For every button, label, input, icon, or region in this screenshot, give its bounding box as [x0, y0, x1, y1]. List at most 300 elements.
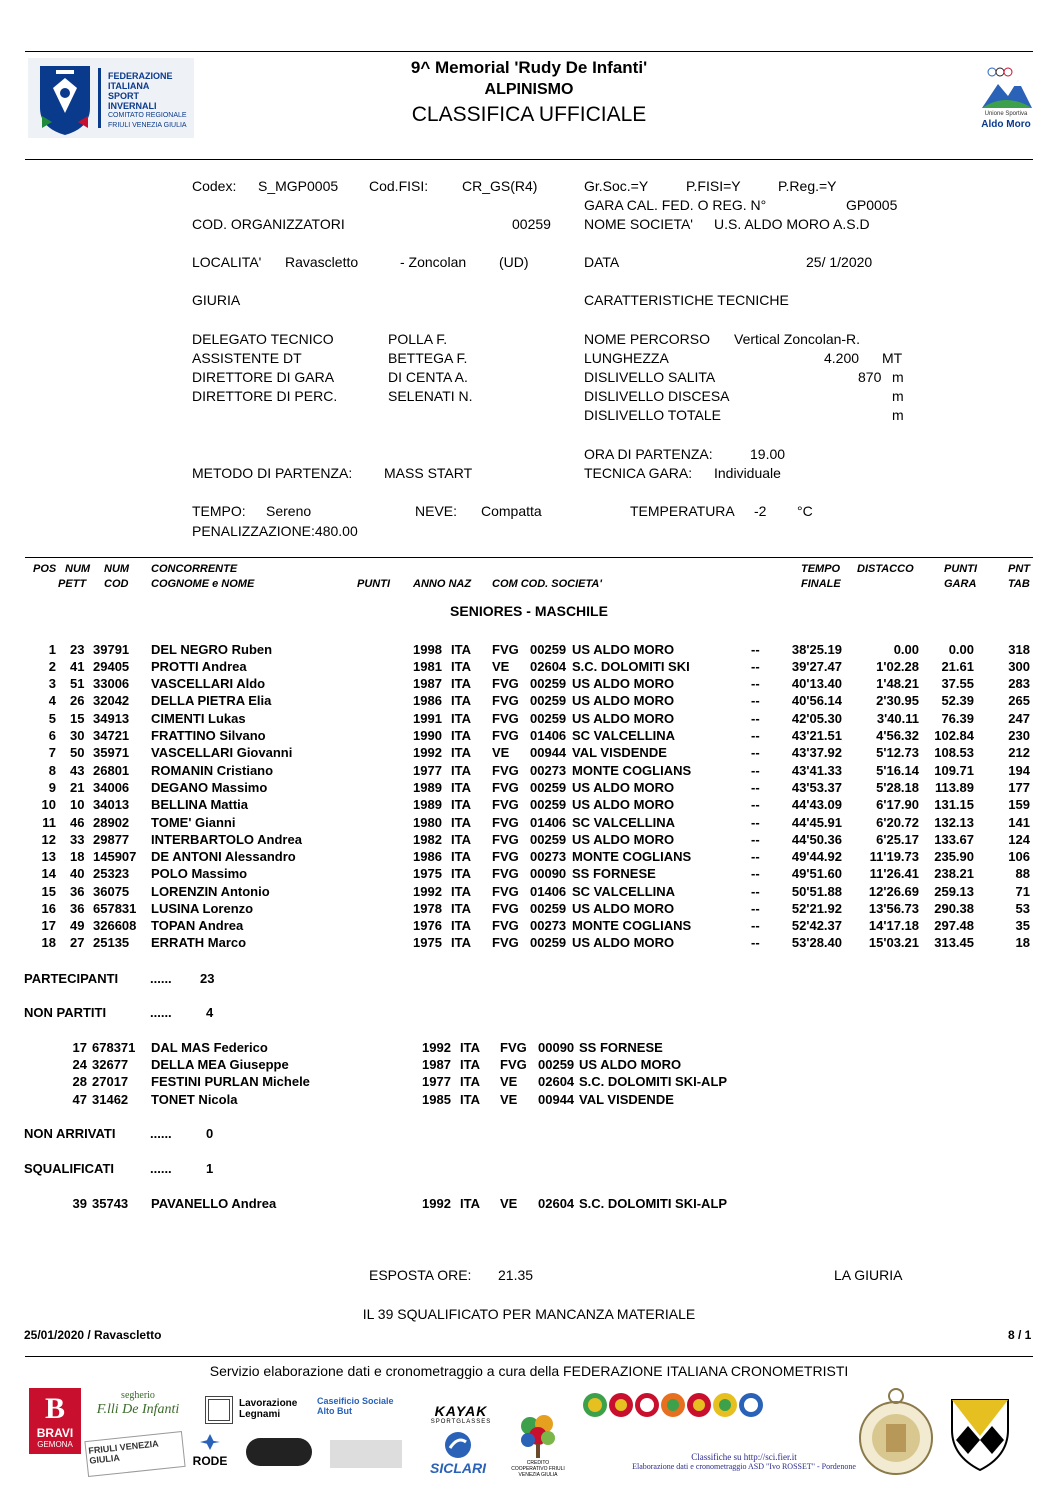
list-name: FESTINI PURLAN Michele	[151, 1074, 310, 1089]
list-item	[0, 1057, 1058, 1074]
result-soc: SS FORNESE	[572, 866, 656, 881]
result-gap: 5'16.14	[876, 763, 919, 778]
result-cod: 36075	[93, 884, 130, 899]
result-anno: 1981	[413, 659, 442, 674]
result-anno: 1975	[413, 866, 442, 881]
result-com: FVG	[492, 866, 519, 881]
result-pts: 113.89	[934, 780, 974, 795]
result-gap: 6'17.90	[876, 797, 919, 812]
top-rule	[25, 51, 1033, 52]
result-pts: 297.48	[934, 918, 974, 933]
result-soc: US ALDO MORO	[572, 676, 675, 691]
result-tab: 18	[1015, 935, 1030, 950]
classifiche-link[interactable]: Classifiche su http://sci.fier.it	[691, 1452, 797, 1462]
result-naz: ITA	[451, 676, 471, 691]
result-row	[0, 728, 1058, 745]
list-naz: ITA	[460, 1057, 480, 1072]
result-codsoc: 00273	[530, 763, 567, 778]
gemona-text: GEMONA	[37, 1440, 73, 1449]
result-cod: 326608	[93, 918, 137, 933]
result-anno: 1989	[413, 780, 442, 795]
result-gap: 3'40.11	[876, 711, 919, 726]
result-row	[0, 763, 1058, 780]
col-pett: PETT	[58, 578, 87, 590]
result-pos: 8	[48, 763, 56, 778]
result-pts: 0.00	[948, 642, 974, 657]
result-time: 44'50.36	[791, 832, 842, 847]
result-name: PROTTI Andrea	[151, 659, 247, 674]
localita-value-2: - Zoncolan	[400, 254, 467, 270]
result-dash: --	[751, 763, 760, 778]
list-soc: VAL VISDENDE	[579, 1092, 674, 1107]
elab-credit: Elaborazione dati e cronometraggio ASD "Ivo ROSSET" - Pordenone	[632, 1462, 856, 1471]
temperatura-value: -2	[754, 503, 767, 519]
result-pos: 14	[41, 866, 56, 881]
result-cod: 39791	[93, 642, 130, 657]
result-time: 43'53.37	[791, 780, 842, 795]
result-naz: ITA	[451, 728, 471, 743]
result-com: VE	[492, 745, 510, 760]
service-credit: Servizio elaborazione dati e cronometraggio a cura della FEDERAZIONE ITALIANA CRONOMETRISTI	[209, 1363, 849, 1379]
result-codsoc: 00259	[530, 935, 567, 950]
col-num-2: NUM	[104, 563, 130, 575]
result-pett: 50	[70, 745, 85, 760]
result-com: FVG	[492, 728, 519, 743]
result-codsoc: 00944	[530, 745, 567, 760]
squalificati-label: SQUALIFICATI	[24, 1161, 115, 1176]
result-pett: 21	[70, 780, 85, 795]
assistente-label: ASSISTENTE DT	[192, 350, 302, 366]
col-gara: GARA	[944, 578, 977, 590]
result-time: 40'56.14	[791, 693, 842, 708]
discipline-title: ALPINISMO	[484, 81, 574, 98]
result-dash: --	[751, 866, 760, 881]
non-arrivati-value: 0	[206, 1126, 214, 1141]
result-com: FVG	[492, 832, 519, 847]
result-row	[0, 693, 1058, 710]
result-tab: 88	[1015, 866, 1030, 881]
ora-label: ORA DI PARTENZA:	[584, 446, 713, 462]
municipality-crests	[582, 1391, 772, 1419]
result-anno: 1992	[413, 745, 442, 760]
result-pos: 10	[41, 797, 56, 812]
result-pos: 2	[48, 659, 56, 674]
col-pos: POS	[33, 563, 57, 575]
rode-text: RODE	[192, 1454, 228, 1468]
result-codsoc: 00273	[530, 918, 567, 933]
col-tab: TAB	[1008, 578, 1030, 590]
list-com: VE	[500, 1074, 518, 1089]
percorso-value: Vertical Zoncolan-R.	[734, 331, 861, 347]
result-soc: MONTE COGLIANS	[572, 918, 692, 933]
result-codsoc: 00273	[530, 849, 567, 864]
list-codsoc: 02604	[538, 1074, 575, 1089]
result-row	[0, 676, 1058, 693]
esposta-label: ESPOSTA ORE:	[369, 1267, 472, 1283]
result-pos: 11	[42, 815, 56, 830]
result-tab: 35	[1015, 918, 1030, 933]
fisi-logo-line: FRIULI VENEZIA GIULIA	[108, 122, 187, 129]
result-dash: --	[751, 815, 760, 830]
result-naz: ITA	[451, 815, 471, 830]
result-row	[0, 849, 1058, 866]
result-codsoc: 00259	[530, 780, 567, 795]
lunghezza-unit: MT	[882, 350, 903, 366]
result-soc: US ALDO MORO	[572, 642, 675, 657]
result-dash: --	[751, 745, 760, 760]
col-tempo: TEMPO	[801, 563, 841, 575]
result-pos: 18	[41, 935, 56, 950]
result-dash: --	[751, 884, 760, 899]
localita-value: Ravascletto	[285, 254, 359, 270]
result-dash: --	[751, 711, 760, 726]
siclari-text: SICLARI	[430, 1460, 486, 1476]
result-naz: ITA	[451, 780, 471, 795]
result-tab: 106	[1008, 849, 1030, 864]
list-name: DELLA MEA Giuseppe	[151, 1057, 289, 1072]
non-partiti-dots: ......	[150, 1005, 172, 1020]
col-punti-gara: PUNTI	[944, 563, 977, 575]
ora-value: 19.00	[750, 446, 786, 462]
result-dash: --	[751, 935, 760, 950]
result-tab: 141	[1008, 815, 1030, 830]
non-partiti-label: NON PARTITI	[24, 1005, 107, 1020]
result-row	[0, 642, 1058, 659]
col-distacco: DISTACCO	[857, 563, 914, 575]
fisi-logo-line: SPORT	[108, 91, 140, 101]
result-pett: 27	[70, 935, 85, 950]
disqualification-note: IL 39 SQUALIFICATO PER MANCANZA MATERIALE	[362, 1306, 696, 1322]
result-row	[0, 901, 1058, 918]
result-cod: 25135	[93, 935, 130, 950]
list-com: FVG	[500, 1040, 527, 1055]
result-pos: 6	[48, 728, 56, 743]
kayak-text: KAYAK	[434, 1403, 488, 1419]
col-cognome: COGNOME e NOME	[151, 578, 255, 590]
result-naz: ITA	[451, 693, 471, 708]
result-pts: 238.21	[934, 866, 974, 881]
data-label: DATA	[584, 254, 620, 270]
result-com: FVG	[492, 901, 519, 916]
result-gap: 5'12.73	[876, 745, 919, 760]
result-name: LORENZIN Antonio	[151, 884, 270, 899]
list-cod: 31462	[92, 1092, 129, 1107]
preg: P.Reg.=Y	[778, 178, 837, 194]
result-name: DELLA PIETRA Elia	[151, 693, 272, 708]
result-row	[0, 918, 1058, 935]
result-row	[0, 935, 1058, 952]
result-name: INTERBARTOLO Andrea	[151, 832, 302, 847]
list-soc: SS FORNESE	[579, 1040, 663, 1055]
result-anno: 1991	[413, 711, 442, 726]
result-pts: 21.61	[941, 659, 974, 674]
non-arrivati-dots: ......	[150, 1126, 172, 1141]
list-soc: S.C. DOLOMITI SKI-ALP	[579, 1196, 728, 1211]
result-name: TOPAN Andrea	[151, 918, 244, 933]
result-com: FVG	[492, 676, 519, 691]
result-soc: US ALDO MORO	[572, 693, 675, 708]
result-name: LUSINA Lorenzo	[151, 901, 254, 916]
fisi-logo-line: FEDERAZIONE	[108, 71, 173, 81]
result-cod: 35971	[93, 745, 130, 760]
cronometristi-logo	[858, 1386, 934, 1482]
result-pts: 133.67	[934, 832, 974, 847]
result-row	[0, 884, 1058, 901]
list-anno: 1992	[422, 1040, 451, 1055]
credito-text: CREDITO COOPERATIVO FRIULI VENEZIA GIULIA	[511, 1460, 565, 1478]
result-gap: 4'56.32	[876, 728, 919, 743]
list-pett: 47	[72, 1092, 87, 1107]
result-name: VASCELLARI Giovanni	[151, 745, 293, 760]
category-title: SENIORES - MASCHILE	[450, 603, 608, 619]
salita-value: 870	[858, 369, 882, 385]
codex-value: S_MGP0005	[258, 178, 339, 194]
result-dash: --	[751, 659, 760, 674]
result-cod: 33006	[93, 676, 130, 691]
partecipanti-dots: ......	[150, 971, 172, 986]
result-soc: US ALDO MORO	[572, 780, 675, 795]
bravi-text: BRAVI	[36, 1426, 74, 1440]
totale-label: DISLIVELLO TOTALE	[584, 407, 721, 423]
date-place: 25/01/2020 / Ravascletto	[24, 1328, 162, 1342]
result-gap: 11'26.41	[869, 866, 919, 881]
result-gap: 5'28.18	[876, 780, 919, 795]
discesa-unit: m	[892, 388, 904, 404]
result-naz: ITA	[451, 763, 471, 778]
list-name: DAL MAS Federico	[151, 1040, 268, 1055]
result-soc: MONTE COGLIANS	[572, 763, 692, 778]
result-name: TOME' Gianni	[151, 815, 236, 830]
list-cod: 32677	[92, 1057, 129, 1072]
result-name: VASCELLARI Aldo	[151, 676, 266, 691]
list-name: TONET Nicola	[151, 1092, 238, 1107]
result-time: 38'25.19	[791, 642, 842, 657]
result-cod: 29877	[93, 832, 130, 847]
la-giuria: LA GIURIA	[834, 1267, 903, 1283]
result-tab: 265	[1008, 693, 1030, 708]
result-com: FVG	[492, 884, 519, 899]
percorso-label: NOME PERCORSO	[584, 331, 711, 347]
result-time: 43'37.92	[791, 745, 842, 760]
result-codsoc: 01406	[530, 815, 567, 830]
result-pts: 37.55	[941, 676, 974, 691]
result-time: 53'28.40	[791, 935, 842, 950]
result-pts: 290.38	[934, 901, 974, 916]
result-anno: 1978	[413, 901, 442, 916]
result-gap: 0.00	[893, 642, 919, 657]
result-pett: 30	[70, 728, 85, 743]
direttore-perc-label: DIRETTORE DI PERC.	[192, 388, 338, 404]
result-pos: 3	[48, 676, 56, 691]
result-naz: ITA	[451, 849, 471, 864]
result-name: BELLINA Mattia	[151, 797, 249, 812]
neve-value: Compatta	[481, 503, 542, 519]
result-com: VE	[492, 659, 510, 674]
fisi-logo-line: INVERNALI	[108, 101, 157, 111]
defanti-line-2: F.lli De Infanti	[96, 1402, 180, 1417]
result-pos: 7	[48, 745, 56, 760]
result-pett: 18	[70, 849, 85, 864]
list-anno: 1985	[422, 1092, 451, 1107]
temperatura-label: TEMPERATURA	[630, 503, 735, 519]
result-soc: MONTE COGLIANS	[572, 849, 692, 864]
result-name: ERRATH Marco	[151, 935, 247, 950]
salita-unit: m	[892, 369, 904, 385]
result-tab: 247	[1008, 711, 1030, 726]
codfisi-value: CR_GS(R4)	[462, 178, 538, 194]
result-gap: 15'03.21	[868, 935, 919, 950]
result-naz: ITA	[451, 745, 471, 760]
result-pett: 43	[70, 763, 85, 778]
result-com: FVG	[492, 849, 519, 864]
header-rule	[25, 159, 1033, 160]
result-codsoc: 00259	[530, 693, 567, 708]
result-com: FVG	[492, 763, 519, 778]
club-logo	[978, 62, 1034, 134]
result-time: 39'27.47	[791, 659, 842, 674]
legnami-logo	[205, 1396, 301, 1424]
assistente-value: BETTEGA F.	[388, 350, 468, 366]
result-anno: 1992	[413, 884, 442, 899]
result-pts: 52.39	[941, 693, 974, 708]
direttore-gara-value: DI CENTA A.	[388, 369, 468, 385]
list-codsoc: 00259	[538, 1057, 575, 1072]
result-codsoc: 00259	[530, 711, 567, 726]
nome-soc-value: U.S. ALDO MORO A.S.D	[714, 216, 870, 232]
result-pos: 17	[41, 918, 56, 933]
result-cod: 26801	[93, 763, 130, 778]
col-anno-naz: ANNO NAZ	[413, 578, 472, 590]
list-codsoc: 00944	[538, 1092, 575, 1107]
result-name: DE ANTONI Alessandro	[151, 849, 296, 864]
list-pett: 28	[72, 1074, 87, 1089]
penalizzazione: PENALIZZAZIONE:480.00	[192, 523, 358, 539]
result-gap: 1'48.21	[876, 676, 919, 691]
result-pts: 235.90	[934, 849, 974, 864]
result-time: 52'42.37	[791, 918, 842, 933]
result-soc: US ALDO MORO	[572, 711, 675, 726]
result-time: 44'45.91	[791, 815, 842, 830]
gara-cal-label: GARA CAL. FED. O REG. N°	[584, 197, 767, 213]
totale-unit: m	[892, 407, 904, 423]
result-codsoc: 01406	[530, 884, 567, 899]
bravi-logo: B BRAVI GEMONA	[29, 1388, 81, 1454]
result-com: FVG	[492, 918, 519, 933]
giuria-label: GIURIA	[192, 292, 241, 308]
list-pett: 24	[72, 1057, 87, 1072]
result-codsoc: 00259	[530, 676, 567, 691]
list-anno: 1987	[422, 1057, 451, 1072]
result-codsoc: 01406	[530, 728, 567, 743]
result-com: FVG	[492, 711, 519, 726]
sportglasses-text: SPORTGLASSES	[430, 1419, 492, 1425]
result-name: CIMENTI Lukas	[151, 711, 246, 726]
result-name: FRATTINO Silvano	[151, 728, 266, 743]
result-pts: 109.71	[934, 763, 974, 778]
result-name: ROMANIN Cristiano	[151, 763, 274, 778]
result-soc: US ALDO MORO	[572, 901, 675, 916]
list-com: FVG	[500, 1057, 527, 1072]
col-cod: COD	[104, 578, 129, 590]
result-row	[0, 866, 1058, 883]
result-tab: 300	[1008, 659, 1030, 674]
fisi-logo-line: COMITATO REGIONALE	[108, 112, 187, 119]
result-cod: 29405	[93, 659, 130, 674]
club-logo-text: Unione Sportiva	[984, 111, 1028, 117]
result-pett: 15	[70, 711, 85, 726]
result-codsoc: 00259	[530, 832, 567, 847]
defanti-logo	[92, 1390, 184, 1426]
result-gap: 6'20.72	[876, 815, 919, 830]
result-pts: 76.39	[941, 711, 974, 726]
result-pts: 131.15	[934, 797, 974, 812]
result-row	[0, 745, 1058, 762]
result-com: FVG	[492, 693, 519, 708]
result-gap: 6'25.17	[876, 832, 919, 847]
result-dash: --	[751, 918, 760, 933]
result-tab: 283	[1008, 676, 1030, 691]
result-dash: --	[751, 693, 760, 708]
result-soc: SC VALCELLINA	[572, 815, 676, 830]
rode-logo	[188, 1432, 232, 1472]
lunghezza-label: LUNGHEZZA	[584, 350, 669, 366]
result-naz: ITA	[451, 711, 471, 726]
siclari-logo	[418, 1430, 498, 1476]
list-pett: 39	[72, 1196, 87, 1211]
fvg-logo: FRIULI VENEZIA GIULIA	[84, 1431, 185, 1477]
caratteristiche-label: CARATTERISTICHE TECNICHE	[584, 292, 789, 308]
credits-block	[630, 1452, 858, 1484]
result-pos: 5	[48, 711, 56, 726]
non-partiti-value: 4	[206, 1005, 214, 1020]
result-tab: 212	[1008, 745, 1030, 760]
result-tab: 53	[1015, 901, 1030, 916]
result-name: DEL NEGRO Ruben	[151, 642, 273, 657]
list-item	[0, 1040, 1058, 1057]
codex-label: Codex:	[192, 178, 237, 194]
result-tab: 71	[1015, 884, 1030, 899]
tempo-value: Sereno	[266, 503, 312, 519]
result-naz: ITA	[451, 797, 471, 812]
provincia: (UD)	[499, 254, 529, 270]
list-soc: US ALDO MORO	[579, 1057, 682, 1072]
list-anno: 1977	[422, 1074, 451, 1089]
result-soc: US ALDO MORO	[572, 832, 675, 847]
result-soc: VAL VISDENDE	[572, 745, 667, 760]
result-anno: 1975	[413, 935, 442, 950]
result-name: POLO Massimo	[151, 866, 248, 881]
result-pos: 4	[48, 693, 56, 708]
col-finale: FINALE	[801, 578, 841, 590]
result-com: FVG	[492, 935, 519, 950]
result-com: FVG	[492, 780, 519, 795]
extreme-logo	[246, 1438, 312, 1466]
result-row	[0, 832, 1058, 849]
result-pett: 23	[70, 642, 85, 657]
result-tab: 230	[1008, 728, 1030, 743]
result-cod: 28902	[93, 815, 130, 830]
result-gap: 2'30.95	[876, 693, 919, 708]
result-tab: 124	[1008, 832, 1030, 847]
result-pts: 259.13	[934, 884, 974, 899]
result-pett: 51	[70, 676, 85, 691]
localita-label: LOCALITA'	[192, 254, 262, 270]
result-codsoc: 00259	[530, 901, 567, 916]
result-pts: 132.13	[934, 815, 974, 830]
result-anno: 1998	[413, 642, 442, 657]
temperatura-unit: °C	[797, 503, 813, 519]
list-item	[0, 1196, 1058, 1213]
